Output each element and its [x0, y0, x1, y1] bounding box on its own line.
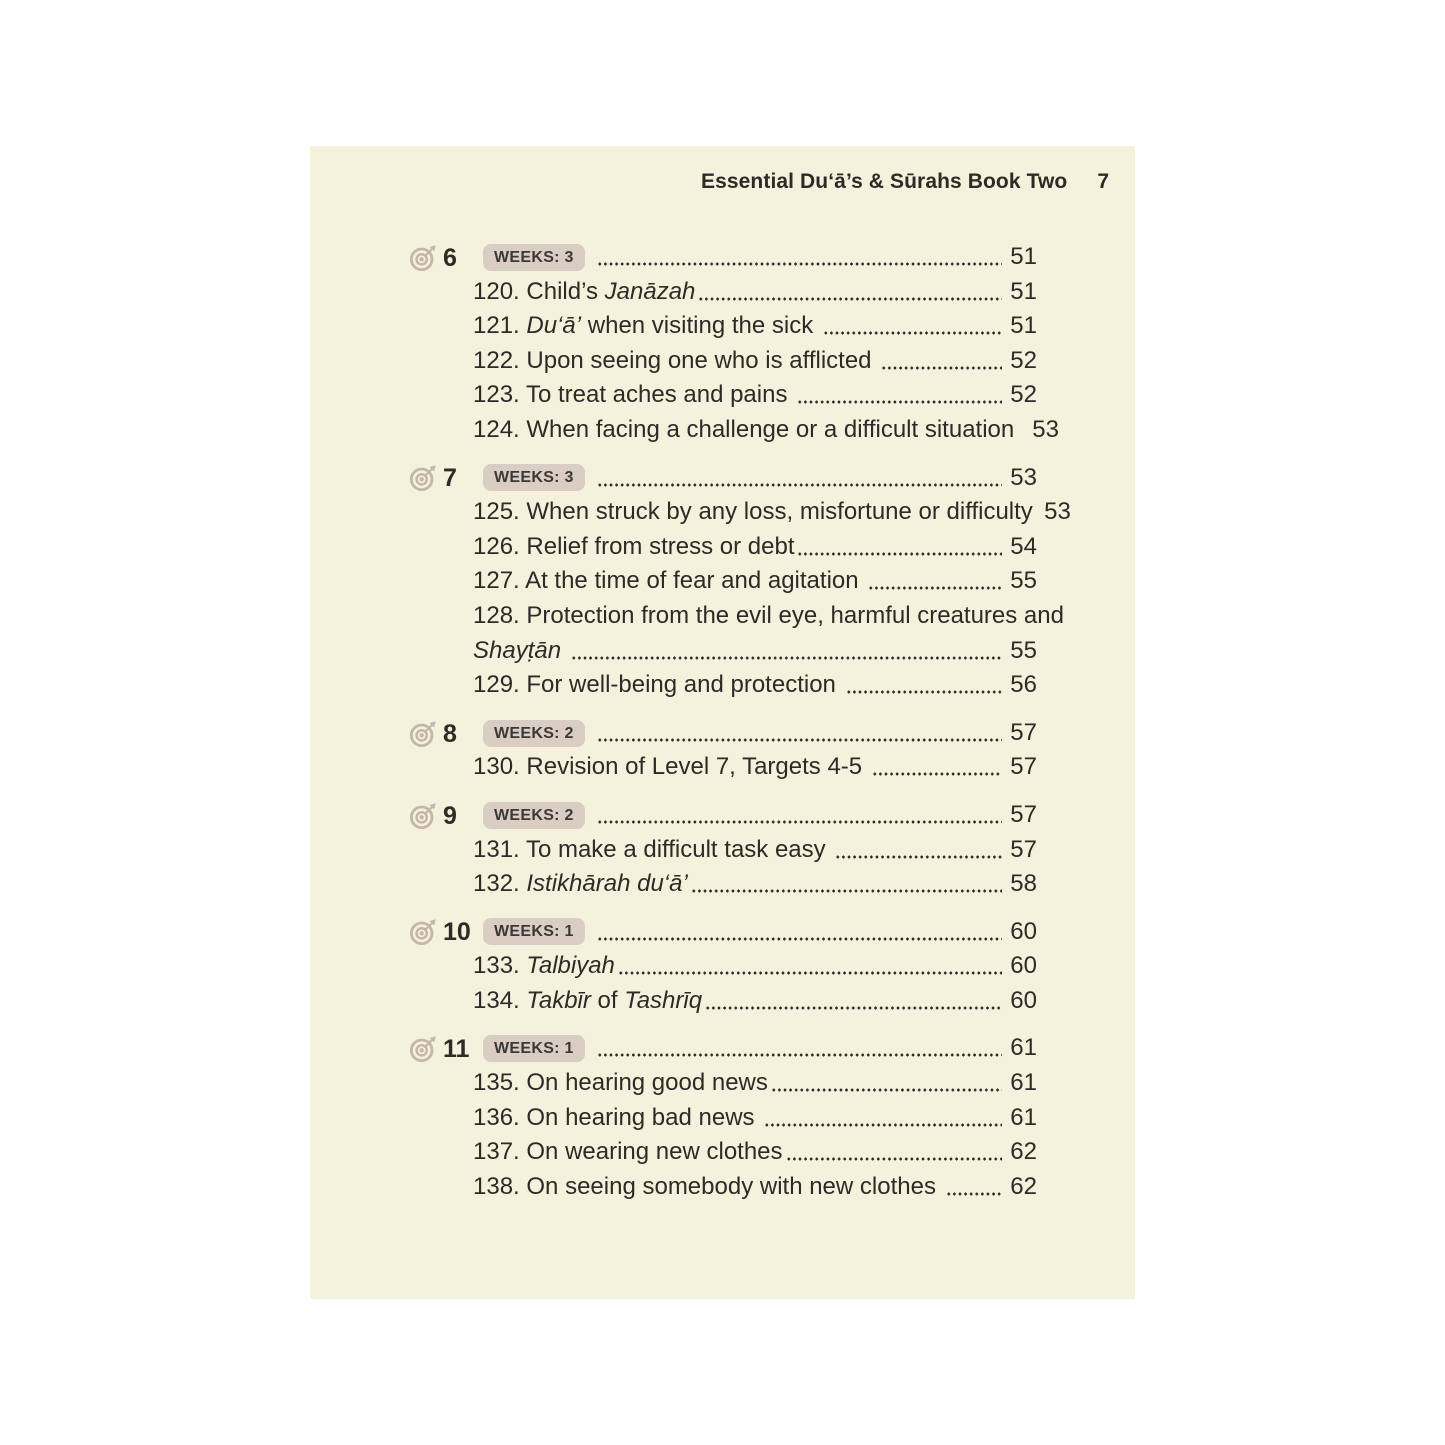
page-number: 56	[1010, 671, 1037, 699]
toc-entry-row	[473, 378, 1037, 413]
page-number: 60	[1010, 952, 1037, 980]
entry-title: 129. For well-being and protection	[473, 671, 843, 699]
toc-entry-row	[473, 309, 1037, 344]
entry-number: 133.	[473, 952, 527, 980]
toc-entry-row	[473, 634, 1037, 669]
target-section	[408, 716, 1037, 785]
page-number: 55	[1010, 636, 1037, 664]
toc-entry-row	[473, 564, 1037, 599]
target-section	[408, 461, 1071, 703]
page-number: 51	[1010, 277, 1037, 305]
entry-title: 132. Istikhārah du‘ā’	[473, 870, 688, 898]
target-number: 9	[443, 801, 457, 830]
folio-page-number: 7	[1097, 170, 1109, 193]
table-of-contents	[310, 240, 1135, 1204]
entry-number: 134.	[473, 986, 527, 1014]
dotted-leader	[597, 240, 1002, 275]
target-icon	[408, 800, 443, 831]
entry-number: 138.	[473, 1172, 527, 1200]
dotted-leader	[691, 867, 1002, 902]
page-number: 57	[1010, 753, 1037, 781]
dotted-leader	[946, 1170, 1002, 1205]
target-section	[408, 1031, 1037, 1204]
toc-entry-row	[473, 275, 1037, 310]
target-section	[408, 798, 1037, 902]
toc-entry-row	[473, 833, 1037, 868]
target-icon	[408, 462, 443, 493]
entry-number: 137.	[473, 1138, 527, 1166]
dotted-leader	[771, 1066, 1002, 1101]
entry-title: 122. Upon seeing one who is afflicted	[473, 346, 879, 374]
dotted-leader	[597, 461, 1002, 496]
target-header-row	[408, 1031, 1037, 1066]
page-number: 57	[1010, 800, 1037, 828]
toc-entry-row	[473, 344, 1037, 379]
toc-entry-row	[473, 1101, 1037, 1136]
dotted-leader	[597, 716, 1002, 751]
target-number: 11	[443, 1035, 470, 1064]
target-header-row	[408, 240, 1037, 275]
entry-number: 120.	[473, 277, 527, 305]
book-title: Essential Du‘ā’s & Sūrahs Book Two	[700, 170, 1068, 193]
toc-entry-row	[473, 750, 1037, 785]
target-header-row	[408, 798, 1037, 833]
page-number: 61	[1010, 1103, 1037, 1131]
dotted-leader	[868, 564, 1002, 599]
running-header	[310, 146, 1135, 194]
page-number: 60	[1010, 986, 1037, 1014]
toc-entry-row	[473, 495, 1071, 530]
entry-number: 127.	[473, 567, 526, 595]
toc-entry-row	[473, 867, 1037, 902]
entry-title: 125. When struck by any loss, misfortune or difficulty	[473, 498, 1033, 526]
dotted-leader	[597, 915, 1002, 950]
entry-number: 129.	[473, 671, 527, 699]
entry-title: 131. To make a difficult task easy	[473, 835, 833, 863]
toc-entry-row	[473, 599, 1064, 634]
entry-number: 126.	[473, 532, 527, 560]
dotted-leader	[846, 668, 1002, 703]
entry-number: 121.	[473, 312, 527, 340]
target-section	[408, 240, 1059, 448]
page-number: 53	[1032, 415, 1059, 443]
target-number: 10	[443, 918, 471, 947]
dotted-leader	[797, 530, 1002, 565]
page-number: 61	[1010, 1069, 1037, 1097]
entry-number: 123.	[473, 381, 526, 409]
page-number: 53	[1010, 463, 1037, 491]
page-number: 62	[1010, 1138, 1037, 1166]
weeks-badge: WEEKS: 2	[483, 802, 585, 829]
weeks-badge: WEEKS: 2	[483, 720, 585, 747]
entry-title: 133. Talbiyah	[473, 952, 615, 980]
target-icon	[408, 242, 443, 273]
page-number: 57	[1010, 718, 1037, 746]
dotted-leader	[705, 984, 1002, 1019]
dotted-leader	[571, 634, 1002, 669]
target-header-row	[408, 915, 1037, 950]
target-number: 6	[443, 243, 457, 272]
entry-title: 138. On seeing somebody with new clothes	[473, 1172, 943, 1200]
page-number: 62	[1010, 1172, 1037, 1200]
dotted-leader	[618, 949, 1002, 984]
entry-number: 125.	[473, 498, 527, 526]
dotted-leader	[823, 309, 1002, 344]
entry-title: 137. On wearing new clothes	[473, 1138, 783, 1166]
entry-number: 122.	[473, 346, 527, 374]
target-icon	[408, 718, 443, 749]
entry-title: 128. Protection from the evil eye, harmful creatures and	[473, 601, 1064, 629]
entry-title: 123. To treat aches and pains	[473, 381, 795, 409]
entry-title: 134. Takbīr of Tashrīq	[473, 986, 703, 1014]
target-header-row	[408, 716, 1037, 751]
entry-title: 136. On hearing bad news	[473, 1103, 762, 1131]
dotted-leader	[797, 378, 1002, 413]
dotted-leader	[597, 1031, 1002, 1066]
page-number: 55	[1010, 567, 1037, 595]
toc-entry-row	[473, 1066, 1037, 1101]
entry-title: Shayṭān	[473, 636, 568, 664]
target-number: 8	[443, 719, 457, 748]
entry-title: 127. At the time of fear and agitation	[473, 567, 866, 595]
toc-entry-row	[473, 668, 1037, 703]
entry-number: 124.	[473, 415, 527, 443]
entry-number: 136.	[473, 1103, 527, 1131]
weeks-badge: WEEKS: 1	[483, 918, 585, 945]
page-number: 52	[1010, 346, 1037, 374]
page-number: 61	[1010, 1034, 1037, 1062]
page-number: 57	[1010, 835, 1037, 863]
book-page	[310, 146, 1135, 1299]
page-number: 53	[1044, 498, 1071, 526]
page-number: 54	[1010, 532, 1037, 560]
toc-entry-row	[473, 530, 1037, 565]
page-number: 58	[1010, 870, 1037, 898]
entry-number: 132.	[473, 870, 527, 898]
target-icon	[408, 1033, 443, 1064]
dotted-leader	[597, 798, 1002, 833]
target-icon	[408, 916, 443, 947]
target-header-row	[408, 461, 1037, 496]
toc-entry-row	[473, 1135, 1037, 1170]
entry-number: 130.	[473, 753, 527, 781]
entry-title: 126. Relief from stress or debt	[473, 532, 795, 560]
target-number: 7	[443, 464, 457, 493]
dotted-leader	[872, 750, 1002, 785]
entry-title: 124. When facing a challenge or a difficult situation	[473, 415, 1021, 443]
entry-title: 130. Revision of Level 7, Targets 4-5	[473, 753, 869, 781]
toc-entry-row	[473, 413, 1059, 448]
weeks-badge: WEEKS: 1	[483, 1035, 585, 1062]
dotted-leader	[698, 275, 1002, 310]
toc-entry-row	[473, 1170, 1037, 1205]
entry-title: 135. On hearing good news	[473, 1069, 768, 1097]
toc-entry-row	[473, 949, 1037, 984]
entry-title: 120. Child’s Janāzah	[473, 277, 696, 305]
entry-number: 128.	[473, 601, 527, 629]
page-number: 51	[1010, 243, 1037, 270]
dotted-leader	[786, 1135, 1002, 1170]
dotted-leader	[881, 344, 1002, 379]
target-section	[408, 915, 1037, 1019]
entry-number: 135.	[473, 1069, 527, 1097]
page-number: 60	[1010, 917, 1037, 945]
weeks-badge: WEEKS: 3	[483, 244, 585, 271]
entry-number: 131.	[473, 835, 526, 863]
dotted-leader	[835, 833, 1002, 868]
page-number: 51	[1010, 312, 1037, 340]
toc-entry-row	[473, 984, 1037, 1019]
dotted-leader	[764, 1101, 1002, 1136]
entry-title: 121. Du‘ā’ when visiting the sick	[473, 312, 820, 340]
weeks-badge: WEEKS: 3	[483, 464, 585, 491]
page-number: 52	[1010, 381, 1037, 409]
